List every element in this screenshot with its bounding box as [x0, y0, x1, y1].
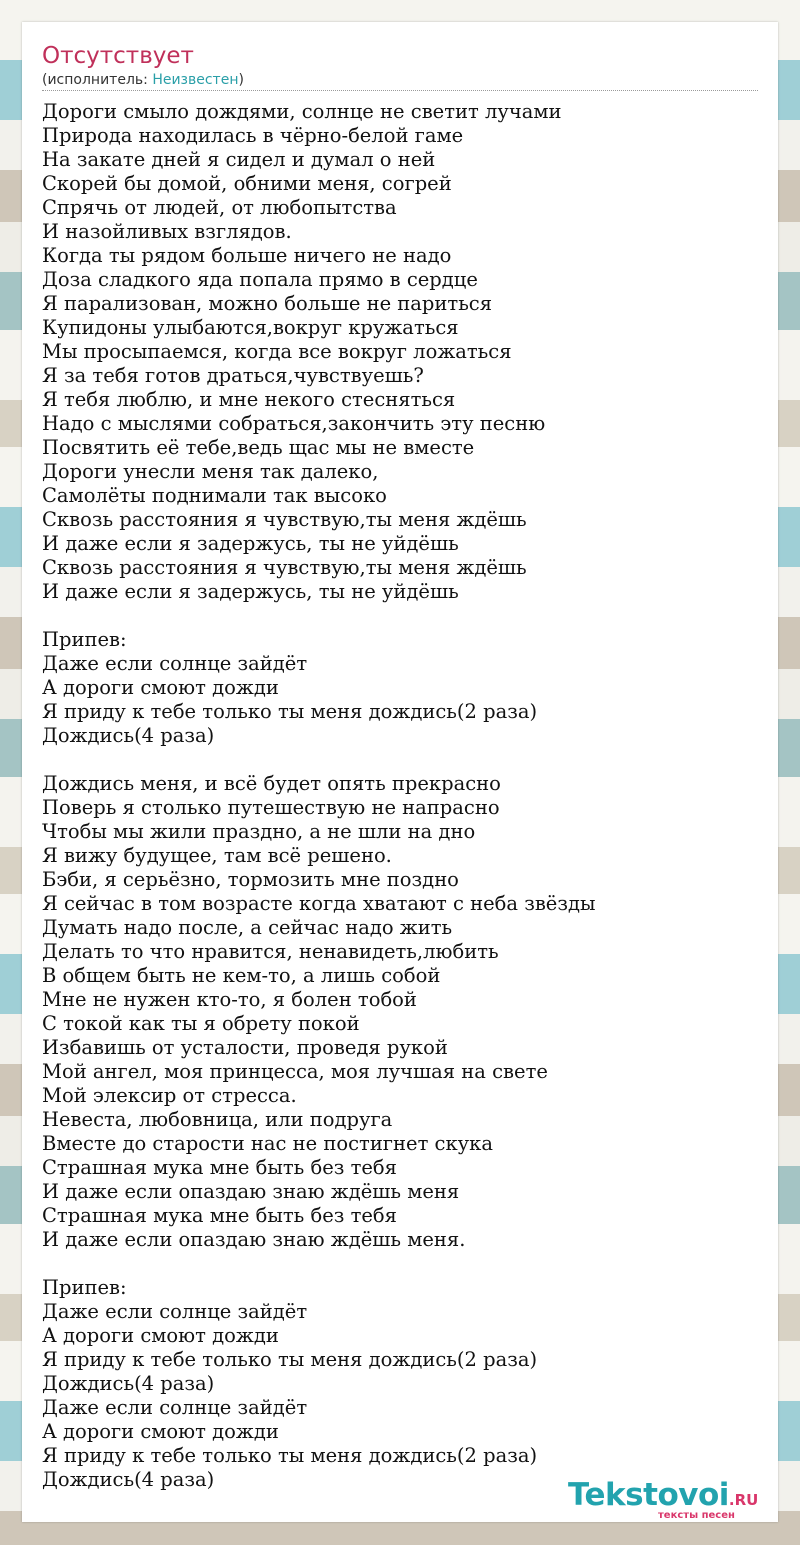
logo-tagline: тексты песен	[658, 1510, 735, 1521]
logo-tld: .RU	[728, 1491, 759, 1509]
artist-link[interactable]: Неизвестен	[152, 72, 239, 88]
site-logo[interactable]	[568, 1477, 778, 1522]
song-title: Отсутствует	[42, 43, 194, 69]
logo-name: Tekstovoi	[568, 1477, 729, 1513]
artist-prefix: (исполнитель:	[42, 72, 153, 88]
artist-suffix: )	[238, 72, 244, 88]
lyrics-text: Дороги смыло дождями, солнце не светит лучами Природа находилась в чёрно-белой гаме На закате дней я сидел и думал о ней Скорей бы домой, обними меня, согрей Спрячь от людей, от любопытства И назойливых взглядов. Когда ты рядом больше ничего не надо Доза сладкого яда попала прямо в сердце Я парализован, можно больше не париться Купидоны улыбаются,вокруг кружаться Мы просыпаемся, когда все вокруг ложаться Я за тебя готов драться,чувствуешь? Я тебя люблю, и мне некого стесняться Надо с мыслями собраться,закончить эту песню Посвятить её тебе,ведь щас мы не вместе Дороги унесли меня так далеко, Самолёты поднимали так высоко Сквозь расстояния я чувствую,ты меня ждёшь И даже если я задержусь, ты не уйдёшь Сквозь расстояния я чувствую,ты меня ждёшь И даже если я задержусь, ты не уйдёшь Припев: Даже если солнце зайдёт А дороги смоют дожди Я приду к тебе только ты меня дождись(2 раза) Дождись(4 раза) Дождись меня, и всё будет опять прекрасно Поверь я столько путешествую не напрасно Чтобы мы жили праздно, а не шли на дно Я вижу будущее, там всё решено. Бэби, я серьёзно, тормозить мне поздно Я сейчас в том возрасте когда хватают с неба звёзды Думать надо после, а сейчас надо жить Делать то что нравится, ненавидеть,любить В общем быть не кем-то, а лишь собой Мне не нужен кто-то, я болен тобой С токой как ты я обрету покой Избавишь от усталости, проведя рукой Мой ангел, моя принцесса, моя лучшая на свете Мой элексир от стресса. Невеста, любовница, или подруга Вместе до старости нас не постигнет скука Страшная мука мне быть без тебя И даже если опаздаю знаю ждёшь меня Страшная мука мне быть без тебя И даже если опаздаю знаю ждёшь меня. Припев: Даже если солнце зайдёт А дороги смоют дожди Я приду к тебе только ты меня дождись(2 раза) Дождись(4 раза) Даже если солнце зайдёт А дороги смоют дожди Я приду к тебе только ты меня дождись(2 раза) Дождись(4 раза)	[42, 100, 596, 1491]
title-divider	[42, 90, 758, 91]
artist-line	[42, 70, 244, 90]
lyrics-card	[22, 22, 778, 1522]
